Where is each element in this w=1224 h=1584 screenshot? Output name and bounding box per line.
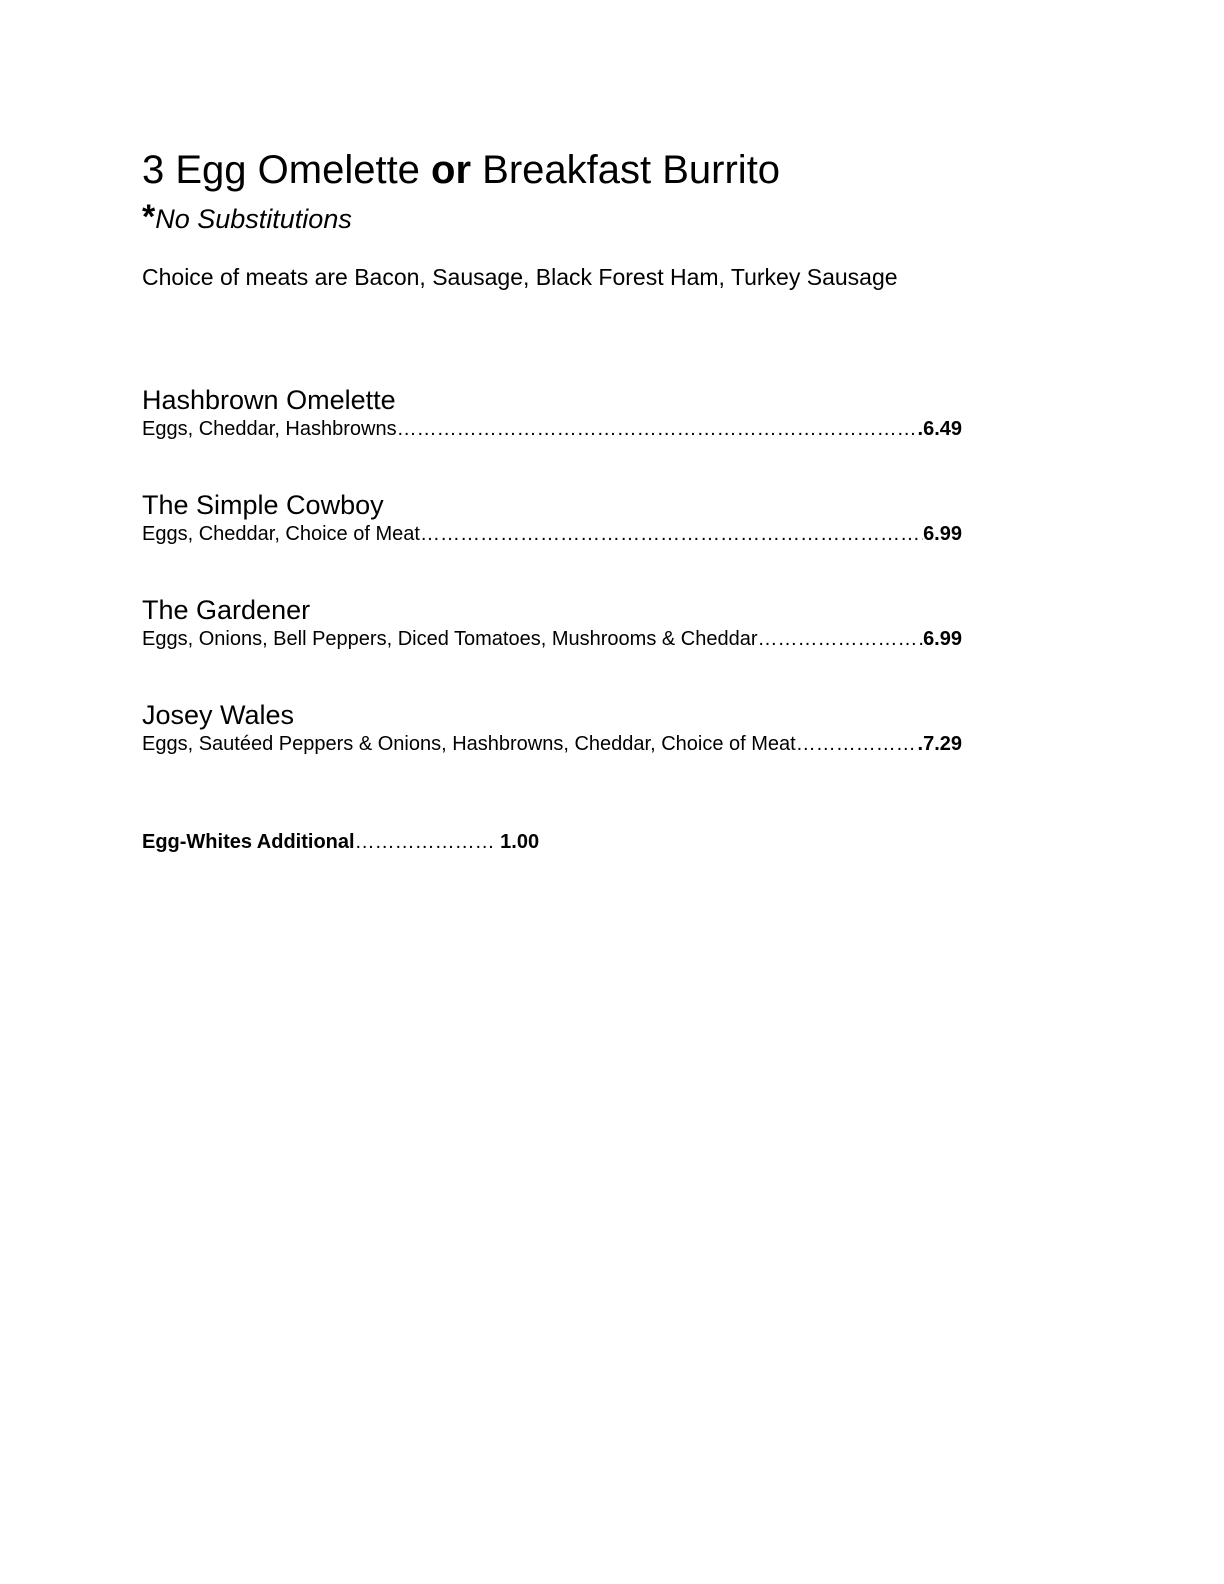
item-description: Eggs, Onions, Bell Peppers, Diced Tomatoes, Mushrooms & Cheddar bbox=[142, 628, 758, 650]
item-price: 6.99 bbox=[923, 628, 962, 650]
item-line bbox=[142, 416, 962, 442]
item-line bbox=[142, 626, 962, 652]
dot-leader bbox=[758, 626, 924, 652]
menu-item-gardener bbox=[142, 594, 962, 652]
dot-leader bbox=[796, 731, 918, 757]
subtitle-text: No Substitutions bbox=[155, 204, 352, 234]
meat-choice-note: Choice of meats are Bacon, Sausage, Black Forest Ham, Turkey Sausage bbox=[142, 264, 898, 290]
item-price: .7.29 bbox=[917, 733, 962, 755]
menu-item-josey-wales bbox=[142, 699, 962, 757]
title-part1: 3 Egg Omelette bbox=[142, 148, 432, 192]
item-name: The Simple Cowboy bbox=[142, 490, 384, 520]
addon-price: 1.00 bbox=[494, 831, 540, 853]
dot-leader bbox=[420, 521, 923, 547]
item-name: The Gardener bbox=[142, 595, 311, 625]
item-name: Josey Wales bbox=[142, 700, 295, 730]
menu-subtitle bbox=[142, 199, 352, 237]
item-line bbox=[142, 521, 962, 547]
dot-leader bbox=[397, 416, 918, 442]
item-price: 6.99 bbox=[923, 523, 962, 545]
item-line bbox=[142, 731, 962, 757]
menu-item-simple-cowboy bbox=[142, 489, 962, 547]
title-or: or bbox=[431, 148, 472, 192]
item-description: Eggs, Cheddar, Hashbrowns bbox=[142, 418, 397, 440]
item-name: Hashbrown Omelette bbox=[142, 385, 396, 415]
menu-item-hashbrown-omelette bbox=[142, 384, 962, 442]
item-description: Eggs, Cheddar, Choice of Meat bbox=[142, 523, 420, 545]
menu-title bbox=[142, 146, 780, 194]
title-part2: Breakfast Burrito bbox=[471, 148, 781, 192]
item-description: Eggs, Sautéed Peppers & Onions, Hashbrowns, Cheddar, Choice of Meat bbox=[142, 733, 796, 755]
addon-dots: ………………… bbox=[354, 831, 495, 853]
addon-label: Egg-Whites Additional bbox=[142, 831, 355, 853]
item-price: .6.49 bbox=[917, 418, 962, 440]
subtitle-asterisk: * bbox=[142, 198, 156, 236]
egg-whites-addon bbox=[142, 829, 539, 855]
